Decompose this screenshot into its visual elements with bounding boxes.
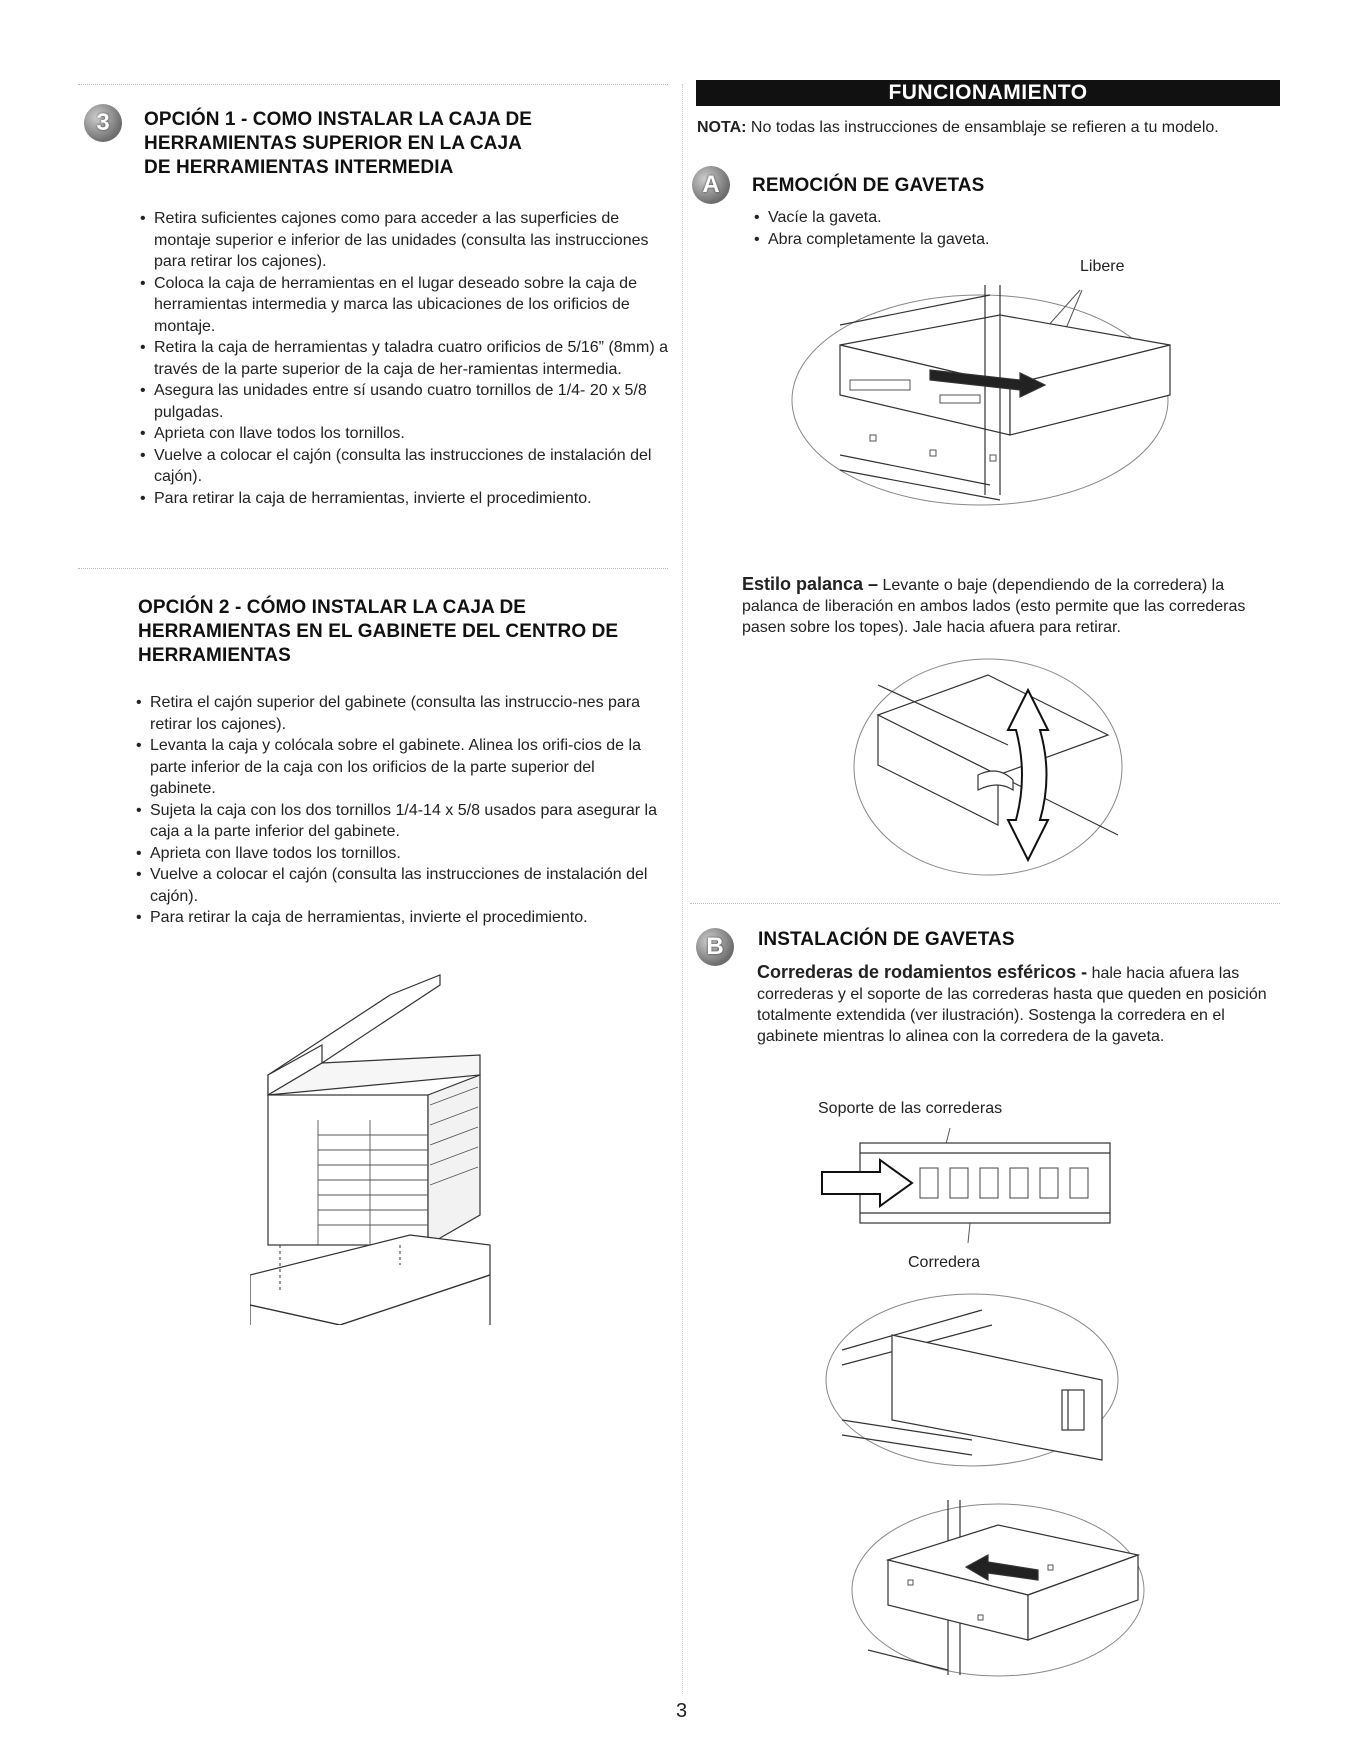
drawer-removal-illustration: [790, 285, 1180, 515]
list-item: • Retira la caja de herramientas y taladra cuatro orificios de 5/16” (8mm) a través de la parte superior de la caja de her-ramientas intermedia.: [138, 337, 668, 380]
list-item: • Retira el cajón superior del gabinete (consulta las instruccio-nes para retirar los cajones).: [134, 692, 664, 735]
note-text: No todas las instrucciones de ensamblaje se refieren a tu modelo.: [746, 119, 1219, 136]
list-item: • Asegura las unidades entre sí usando cuatro tornillos de 1/4- 20 x 5/8 pulgadas.: [138, 380, 668, 423]
list-item: • Coloca la caja de herramientas en el lugar deseado sobre la caja de herramientas intermedia y marca las ubicaciones de los orificios de montaje.: [138, 273, 668, 338]
page-number: 3: [676, 1700, 688, 1722]
list-item: • Sujeta la caja con los dos tornillos 1/4-14 x 5/8 usados para asegurar la caja a la parte inferior del gabinete.: [134, 800, 664, 843]
step-3-badge: 3: [84, 104, 122, 142]
list-item: • Abra completamente la gaveta.: [752, 229, 1152, 251]
note-line: [697, 117, 1297, 138]
slide-label: Corredera: [908, 1254, 981, 1271]
list-item: • Para retirar la caja de herramientas, invierte el procedimiento.: [138, 488, 668, 510]
release-lever-illustration: [848, 655, 1128, 880]
note-label: NOTA:: [697, 119, 747, 136]
slide-detail-illustration: [822, 1290, 1122, 1470]
section-b-title: INSTALACIÓN DE GAVETAS: [758, 929, 1015, 950]
list-item: • Vacíe la gaveta.: [752, 207, 1152, 229]
list-item: • Aprieta con llave todos los tornillos.: [134, 843, 664, 865]
ball-bearing-lead: Correderas de rodamientos esféricos -: [757, 962, 1088, 982]
list-item: • Retira suficientes cajones como para acceder a las superficies de montaje superior e inferior de las unidades (consulta las instrucciones para retirar los cajones).: [138, 208, 668, 273]
mid-left-rule: [78, 568, 668, 569]
funcionamiento-header: FUNCIONAMIENTO: [696, 80, 1280, 106]
step-b-badge: B: [696, 928, 734, 966]
list-item: • Aprieta con llave todos los tornillos.: [138, 423, 668, 445]
lever-style-paragraph: [742, 574, 1262, 638]
mid-right-rule: [690, 903, 1280, 904]
option1-steps: [138, 208, 668, 509]
lever-style-text: Levante o baje (dependiendo de la corredera) la palanca de liberación en ambos lados (esto permite que las correderas pasen sobre los topes). Jale hacia afuera para retirar.: [742, 577, 1246, 636]
ball-bearing-paragraph: [757, 962, 1277, 1047]
option2-title: OPCIÓN 2 - CÓMO INSTALAR LA CAJA DE HERRAMIENTAS EN EL GABINETE DEL CENTRO DE HERRAMIENTAS: [138, 597, 619, 666]
release-callout: Libere: [1080, 258, 1125, 275]
step-a-badge: A: [692, 166, 730, 204]
toolbox-on-cabinet-illustration: [250, 945, 510, 1325]
slide-bracket-illustration: [820, 1128, 1120, 1248]
option1-title: OPCIÓN 1 - COMO INSTALAR LA CAJA DE HERRAMIENTAS SUPERIOR EN LA CAJA DE HERRAMIENTAS INTERMEDIA: [144, 109, 533, 178]
list-item: • Vuelve a colocar el cajón (consulta las instrucciones de instalación del cajón).: [138, 445, 668, 488]
ball-bearing-text: hale hacia afuera las correderas y el soporte de las correderas hasta que queden en posición totalmente extendida (ver ilustración). Sostenga la corredera en el gabinete mientras lo alinea con la corredera de la gaveta.: [757, 965, 1267, 1045]
list-item: • Para retirar la caja de herramientas, invierte el procedimiento.: [134, 907, 664, 929]
lever-style-lead: Estilo palanca –: [742, 574, 879, 594]
list-item: • Levanta la caja y colócala sobre el gabinete. Alinea los orifi-cios de la parte inferior de la caja con los orificios de la parte superior del gabinete.: [134, 735, 664, 800]
section-a-title: REMOCIÓN DE GAVETAS: [752, 175, 985, 196]
slide-bracket-label: Soporte de las correderas: [818, 1100, 1003, 1117]
column-divider: [682, 84, 683, 1694]
drawer-install-illustration: [848, 1500, 1148, 1680]
top-left-rule: [78, 84, 668, 85]
option2-steps: [134, 692, 664, 929]
list-item: • Vuelve a colocar el cajón (consulta las instrucciones de instalación del cajón).: [134, 864, 664, 907]
section-a-steps: [752, 207, 1152, 250]
